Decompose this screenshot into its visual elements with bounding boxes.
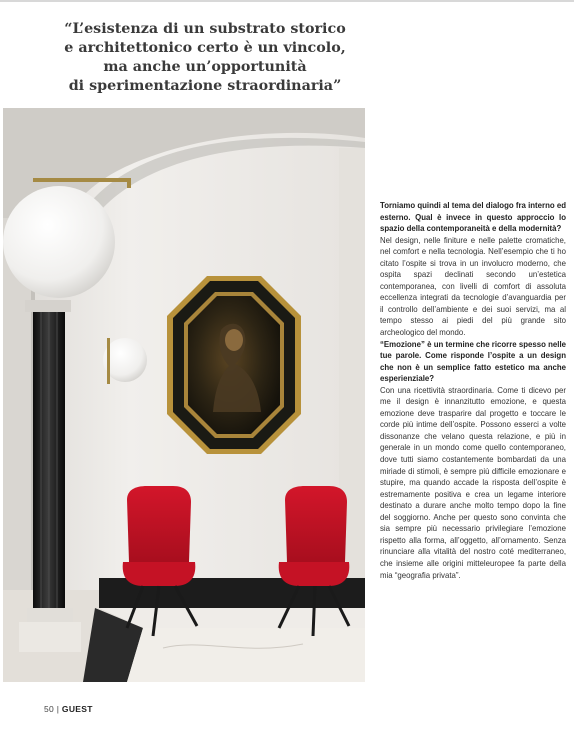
interview-answer: Con una ricettività straordinaria. Come ti dicevo per me il design è innanzitutto emozione, e questa emozione deve trasparire dal progetto e toccare le corde più intime dell’ospite. Possono esserci a volte dissonanze che velano questa relazione, e più in generale in un mondo come quello contemporaneo, dove tutti siamo costantemente bombardati da una miriade di stimoli, è sempre più difficile emozionare e stupire, ma quando accade la risposta dell’ospite è estremamente positiva e crea un legame interiore destinato a durare anche molto tempo dopo la fine del soggiorno. Anche per questo sono convinta che sia sempre più necessario privilegiare l’emozione rispetto alla forma, all’oggetto, all’ornamento. Senza rinunciare alla vitalità del nostro coté mediterraneo, che insieme alle origini mitteleuropee fa parte della mia “geografia privata”. <box>380 385 566 580</box>
interview-question: “Emozione” è un termine che ricorre spesso nelle tue parole. Come risponde l’ospite a un design che non è un semplice fatto estetico ma anche esperienziale? <box>380 339 566 384</box>
interior-photo <box>3 108 365 682</box>
pull-quote-line: di sperimentazione straordinaria” <box>68 78 342 94</box>
page-number: 50 <box>44 704 55 714</box>
folio-separator: | <box>56 704 60 714</box>
pull-quote-line: ma anche un’opportunità <box>103 59 307 75</box>
pull-quote-line: “L’esistenza di un substrato storico <box>64 21 346 37</box>
top-rule <box>0 0 574 2</box>
article-column <box>380 200 566 581</box>
pull-quote-line: e architettonico certo è un vincolo, <box>64 40 346 56</box>
magazine-name: GUEST <box>61 704 93 714</box>
interview-answer: Nel design, nelle finiture e nelle palette cromatiche, nel comfort e nella tecnologia. Nell’esempio che ti ho citato l’ospite si trova in un involucro moderno, che ospita spazi declinati secondo un’estetica contemporanea, con livelli di comfort di assoluta eccellenza integrati da tecnologie d’avanguardia per il controllo dell’ambiente e dei suoi servizi, ma al tempo stesso ai piedi del più grande sito archeologico del mondo. <box>380 235 566 338</box>
interior-illustration <box>3 108 365 682</box>
interview-question: Torniamo quindi al tema del dialogo fra interno ed esterno. Qual è invece in questo approccio lo spazio della contemporaneità e della modernità? <box>380 201 566 234</box>
pull-quote <box>60 20 350 96</box>
page-folio <box>44 704 93 714</box>
